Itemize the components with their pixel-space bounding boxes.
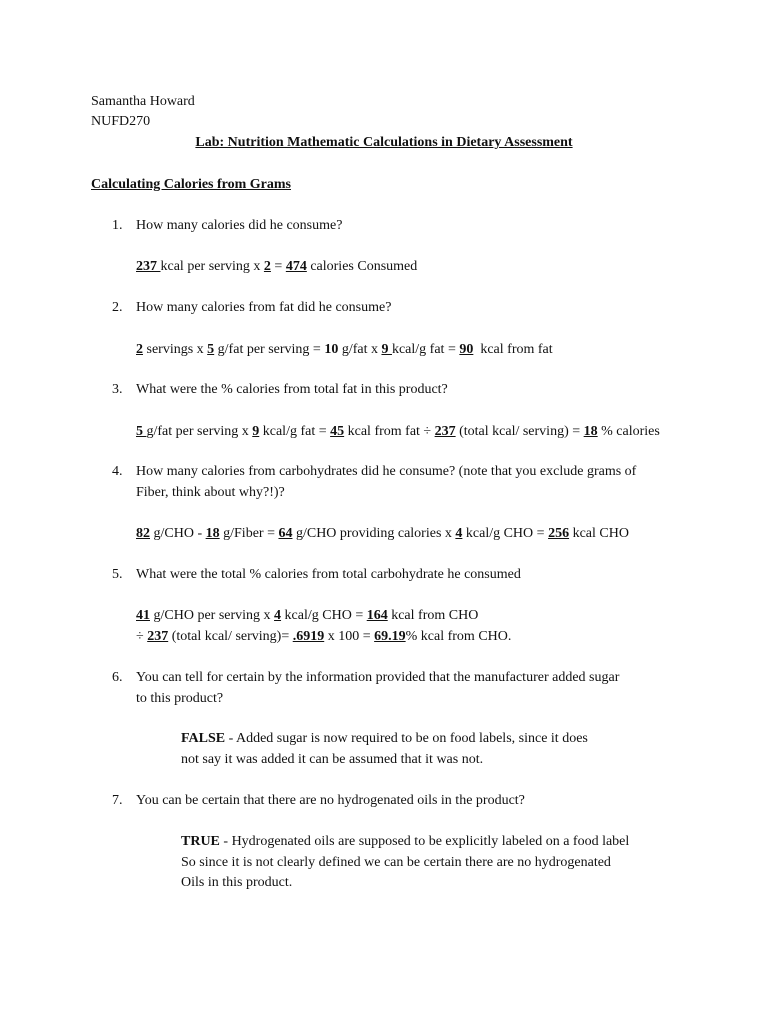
- answer-7: TRUE - Hydrogenated oils are supposed to be explicitly labeled on a food label So since it is not clearly defined we can be certain there are no hydrogenated Oils in this product.: [181, 834, 630, 890]
- question-text: What were the total % calories from total carbohydrate he consumed: [136, 567, 521, 582]
- question-text: You can tell for certain by the information provided that the manufacturer added sugar to this product?: [136, 670, 620, 706]
- question-text: You can be certain that there are no hydrogenated oils in the product?: [136, 793, 525, 808]
- question-number: 2.: [112, 300, 123, 315]
- question-number: 7.: [112, 793, 123, 808]
- question-text: How many calories from carbohydrates did he consume? (note that you exclude grams of Fiber, think about why?!)?: [136, 464, 637, 500]
- question-text: How many calories from fat did he consume?: [136, 300, 392, 315]
- question-text: How many calories did he consume?: [136, 218, 343, 233]
- answer-5: 41 g/CHO per serving x 4 kcal/g CHO = 164 kcal from CHO ÷ 237 (total kcal/ serving)= .6919 x 100 = 69.19% kcal from CHO.: [136, 608, 512, 644]
- question-number: 3.: [112, 382, 123, 397]
- question-number: 5.: [112, 567, 123, 582]
- question-number: 6.: [112, 670, 123, 685]
- answer-label: TRUE: [181, 834, 220, 849]
- answer-1: 237 kcal per serving x 2 = 474 calories Consumed: [136, 259, 418, 274]
- student-name: Samantha Howard: [91, 94, 195, 109]
- answer-2: 2 servings x 5 g/fat per serving = 10 g/fat x 9 kcal/g fat = 90 kcal from fat: [136, 342, 553, 357]
- document-title: Lab: Nutrition Mathematic Calculations in Dietary Assessment: [195, 135, 573, 150]
- question-number: 4.: [112, 464, 123, 479]
- question-text: What were the % calories from total fat in this product?: [136, 382, 448, 397]
- answer-4: 82 g/CHO - 18 g/Fiber = 64 g/CHO providing calories x 4 kcal/g CHO = 256 kcal CHO: [136, 526, 629, 541]
- answer-3: 5 g/fat per serving x 9 kcal/g fat = 45 kcal from fat ÷ 237 (total kcal/ serving) = 18 % calories: [136, 424, 660, 439]
- section-heading: Calculating Calories from Grams: [91, 177, 291, 192]
- course-code: NUFD270: [91, 114, 151, 129]
- answer-6: FALSE - Added sugar is now required to be on food labels, since it does not say it was added it can be assumed that it was not.: [181, 731, 588, 767]
- answer-label: FALSE: [181, 731, 226, 746]
- question-number: 1.: [112, 218, 123, 233]
